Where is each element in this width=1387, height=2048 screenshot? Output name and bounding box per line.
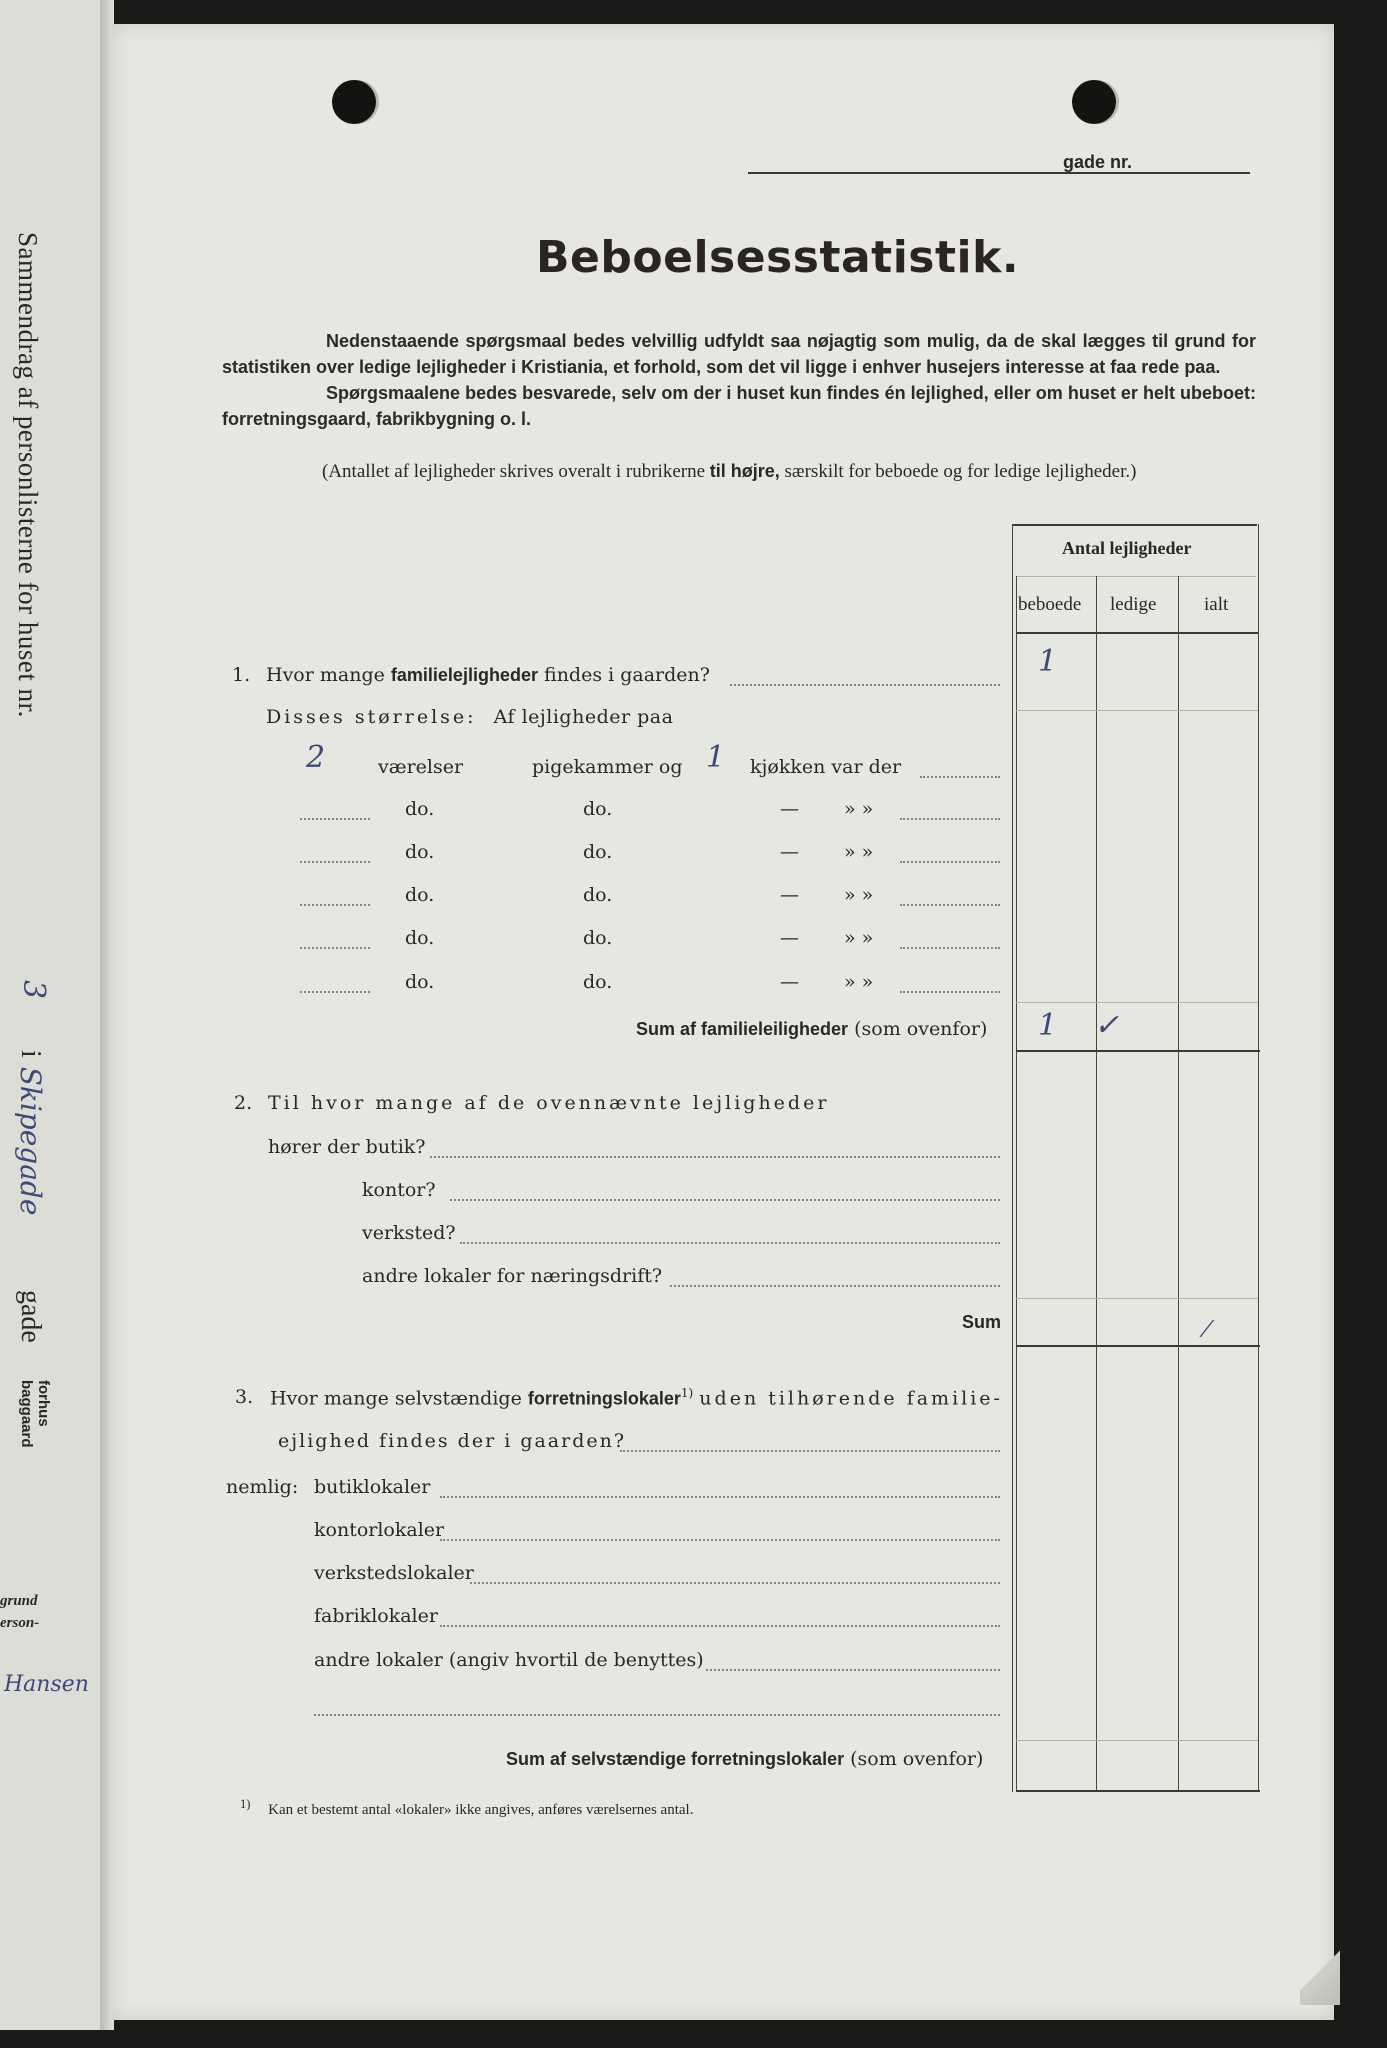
intro-note-bold: til højre, bbox=[709, 461, 780, 481]
page-title: Beboelsesstatistik. bbox=[536, 232, 1020, 283]
do-row-quote: » » bbox=[844, 884, 874, 906]
do-row-do1: do. bbox=[405, 971, 435, 993]
col-beboede: beboede bbox=[1018, 594, 1082, 615]
intro-paragraph-2: Spørgsmaalene bedes besvarede, selv om der i huset kun findes én lejlighed, eller om huset er helt ubeboet: forretningsgaard, fabrikbygning o. l. bbox=[222, 383, 1256, 429]
q1-sum-ledige[interactable]: ✓ bbox=[1094, 1008, 1120, 1043]
q2-sum-label: Sum bbox=[962, 1312, 1002, 1332]
do-row-dash: — bbox=[780, 927, 799, 949]
do-row-leader bbox=[900, 861, 1000, 863]
do-row-do2: do. bbox=[583, 884, 613, 906]
q2-sum-mark[interactable]: ⁄ bbox=[1205, 1318, 1209, 1343]
q1-sizes-label bbox=[266, 706, 673, 728]
q2-question: Til hvor mange af de ovennævnte lejligheder bbox=[268, 1092, 830, 1114]
q1-sizes-label-1: Disses størrelse: bbox=[266, 706, 477, 728]
q1-sum-post: (som ovenfor) bbox=[854, 1018, 988, 1040]
q3-blank-line[interactable] bbox=[314, 1714, 1000, 1716]
do-row-blank[interactable] bbox=[300, 861, 370, 863]
q2-number: 2. bbox=[234, 1092, 253, 1114]
do-row-blank[interactable] bbox=[300, 818, 370, 820]
q3-sum-label bbox=[506, 1748, 983, 1770]
do-row-dash: — bbox=[780, 841, 799, 863]
q1-question bbox=[266, 664, 710, 686]
footnote bbox=[240, 1797, 693, 1819]
do-row-leader bbox=[900, 904, 1000, 906]
table-row-rule-2 bbox=[1016, 1002, 1258, 1003]
table-row-rule-1 bbox=[1016, 710, 1258, 711]
q3-line2: ejlighed findes der i gaarden? bbox=[278, 1430, 627, 1452]
do-row-dash: — bbox=[780, 884, 799, 906]
table-sum2-rule bbox=[1016, 1345, 1260, 1347]
left-baggaard: baggaard bbox=[18, 1380, 35, 1448]
left-i-word: i bbox=[15, 1050, 46, 1058]
left-forhus: forhus bbox=[35, 1380, 52, 1427]
q2-andre: andre lokaler for næringsdrift? bbox=[362, 1265, 663, 1287]
do-row-dash: — bbox=[780, 971, 799, 993]
do-row-do2: do. bbox=[583, 798, 613, 820]
left-vertical-heading bbox=[12, 232, 43, 718]
q3-item-leader bbox=[440, 1496, 1000, 1498]
q1-sum-bold: Sum af familieleiligheder bbox=[636, 1019, 849, 1039]
q3-number: 3. bbox=[235, 1386, 254, 1408]
q2-butik-leader bbox=[430, 1156, 1000, 1158]
table-subheader-rule bbox=[1016, 632, 1258, 634]
q3-item-fabrik: fabriklokaler bbox=[314, 1605, 438, 1627]
q3-item-leader bbox=[470, 1582, 1000, 1584]
do-row-leader bbox=[900, 818, 1000, 820]
q3-item-verksted: verkstedslokaler bbox=[314, 1562, 474, 1584]
q2-verksted: verksted? bbox=[362, 1222, 456, 1244]
do-row-blank[interactable] bbox=[300, 947, 370, 949]
q2-kontor-leader bbox=[450, 1199, 1000, 1201]
intro-text bbox=[222, 328, 1256, 432]
do-row-do2: do. bbox=[583, 927, 613, 949]
q3-item-butik: butiklokaler bbox=[314, 1476, 431, 1498]
q3-item-andre: andre lokaler (angiv hvortil de benyttes) bbox=[314, 1649, 704, 1671]
q2-kontor: kontor? bbox=[362, 1179, 436, 1201]
table-header-rule bbox=[1016, 576, 1256, 577]
q3-item-leader bbox=[440, 1625, 1000, 1627]
left-street-handwritten bbox=[14, 1050, 47, 1215]
q1-sum-beboede[interactable]: 1 bbox=[1038, 1008, 1058, 1043]
col-ialt: ialt bbox=[1204, 594, 1229, 615]
q1-pre: Hvor mange bbox=[266, 664, 385, 686]
do-row-quote: » » bbox=[844, 927, 874, 949]
row1-pigekammer: pigekammer og bbox=[532, 756, 683, 778]
q1-answer-beboede[interactable]: 1 bbox=[1038, 644, 1058, 679]
q2-butik: hører der butik? bbox=[268, 1136, 426, 1158]
left-house-number: 3 bbox=[16, 980, 51, 1000]
table-col-line-3 bbox=[1178, 576, 1179, 1792]
punch-hole-right bbox=[1072, 80, 1116, 124]
q3-item-kontor: kontorlokaler bbox=[314, 1519, 445, 1541]
q2-verksted-leader bbox=[460, 1242, 1000, 1244]
left-gade-label: gade bbox=[15, 1290, 46, 1343]
left-grund: grund bbox=[0, 1593, 38, 1609]
left-heading-text: Sammendrag af personlisterne for huset nr. bbox=[13, 232, 43, 718]
do-row-quote: » » bbox=[844, 841, 874, 863]
q1-number: 1. bbox=[232, 664, 251, 686]
left-hand-bottom: Hansen bbox=[4, 1672, 89, 1697]
q3-sum-post: (som ovenfor) bbox=[850, 1748, 984, 1770]
q1-leader bbox=[730, 684, 1000, 686]
q3-nemlig: nemlig: bbox=[226, 1476, 299, 1498]
gade-nr-line[interactable] bbox=[748, 172, 1250, 174]
left-forhus-baggaard bbox=[18, 1380, 52, 1448]
q3-sup: 1) bbox=[680, 1386, 694, 1400]
footnote-sup: 1) bbox=[240, 1797, 251, 1811]
row1-vaerelser: værelser bbox=[378, 756, 464, 778]
table-sum1-rule bbox=[1016, 1050, 1260, 1052]
table-sum3-rule bbox=[1016, 1790, 1260, 1792]
left-person: erson- bbox=[0, 1615, 40, 1631]
do-row-do1: do. bbox=[405, 841, 435, 863]
q1-sizes-label-2: Af lejligheder paa bbox=[493, 706, 674, 728]
q3-item-leader bbox=[440, 1539, 1000, 1541]
q3-post: uden tilhørende familie- bbox=[699, 1387, 1003, 1410]
do-row-do1: do. bbox=[405, 884, 435, 906]
q2-andre-leader bbox=[670, 1285, 1000, 1287]
footnote-text: Kan et bestemt antal «lokaler» ikke angives, anføres værelsernes antal. bbox=[268, 1802, 694, 1818]
do-row-quote: » » bbox=[844, 971, 874, 993]
row1-kitchen[interactable]: 1 bbox=[706, 740, 726, 775]
gade-nr-label: gade nr. bbox=[1063, 152, 1133, 172]
q3-pre: Hvor mange selvstændige bbox=[270, 1387, 522, 1410]
do-row-do1: do. bbox=[405, 927, 435, 949]
q3-line2-leader bbox=[620, 1450, 1000, 1452]
do-row-leader bbox=[900, 947, 1000, 949]
intro-paragraph-1: Nedenstaaende spørgsmaal bedes velvillig udfyldt saa nøjagtig som mulig, da de skal lægges til grund for statistiken over ledige lejligheder i Kristiania, et forhold, som det vil ligge i enhver husejers interesse at faa rede paa. bbox=[222, 331, 1256, 377]
q3-bold: forretningslokaler bbox=[527, 1388, 681, 1409]
do-row-leader bbox=[900, 991, 1000, 993]
do-row-do2: do. bbox=[583, 971, 613, 993]
intro-note-post: særskilt for beboede og for ledige lejligheder.) bbox=[784, 461, 1137, 482]
table-col-line-2 bbox=[1096, 576, 1097, 1792]
do-row-blank[interactable] bbox=[300, 904, 370, 906]
do-row-quote: » » bbox=[844, 798, 874, 820]
table-group-header: Antal lejligheder bbox=[1062, 538, 1192, 558]
left-grund-block bbox=[0, 1590, 39, 1634]
row1-rooms[interactable]: 2 bbox=[306, 740, 326, 775]
q1-post: findes i gaarden? bbox=[544, 664, 710, 686]
do-row-do1: do. bbox=[405, 798, 435, 820]
left-street-name: Skipegade bbox=[14, 1066, 47, 1216]
table-left-border bbox=[1012, 524, 1013, 1792]
intro-note-pre: (Antallet af lejligheder skrives overalt i rubrikerne bbox=[322, 461, 706, 482]
table-row-rule-3 bbox=[1016, 1298, 1258, 1299]
row1-leader bbox=[920, 776, 1000, 778]
q1-bold: familielejligheder bbox=[390, 665, 538, 685]
col-ledige: ledige bbox=[1110, 594, 1157, 615]
row1-kjokken: kjøkken var der bbox=[750, 756, 902, 778]
table-row-rule-4 bbox=[1016, 1740, 1258, 1741]
intro-note bbox=[222, 458, 1256, 485]
do-row-dash: — bbox=[780, 798, 799, 820]
punch-hole-left bbox=[332, 80, 376, 124]
q3-item-leader bbox=[706, 1669, 1000, 1671]
page-corner bbox=[1300, 1945, 1340, 2005]
table-col-line-1 bbox=[1016, 576, 1017, 1792]
table-right-border bbox=[1258, 524, 1259, 1792]
q3-question bbox=[270, 1386, 1003, 1409]
q1-sum-label bbox=[636, 1018, 987, 1040]
q3-sum-bold: Sum af selvstændige forretningslokaler bbox=[506, 1749, 845, 1769]
do-row-blank[interactable] bbox=[300, 991, 370, 993]
table-top-rule bbox=[1012, 524, 1257, 526]
do-row-do2: do. bbox=[583, 841, 613, 863]
